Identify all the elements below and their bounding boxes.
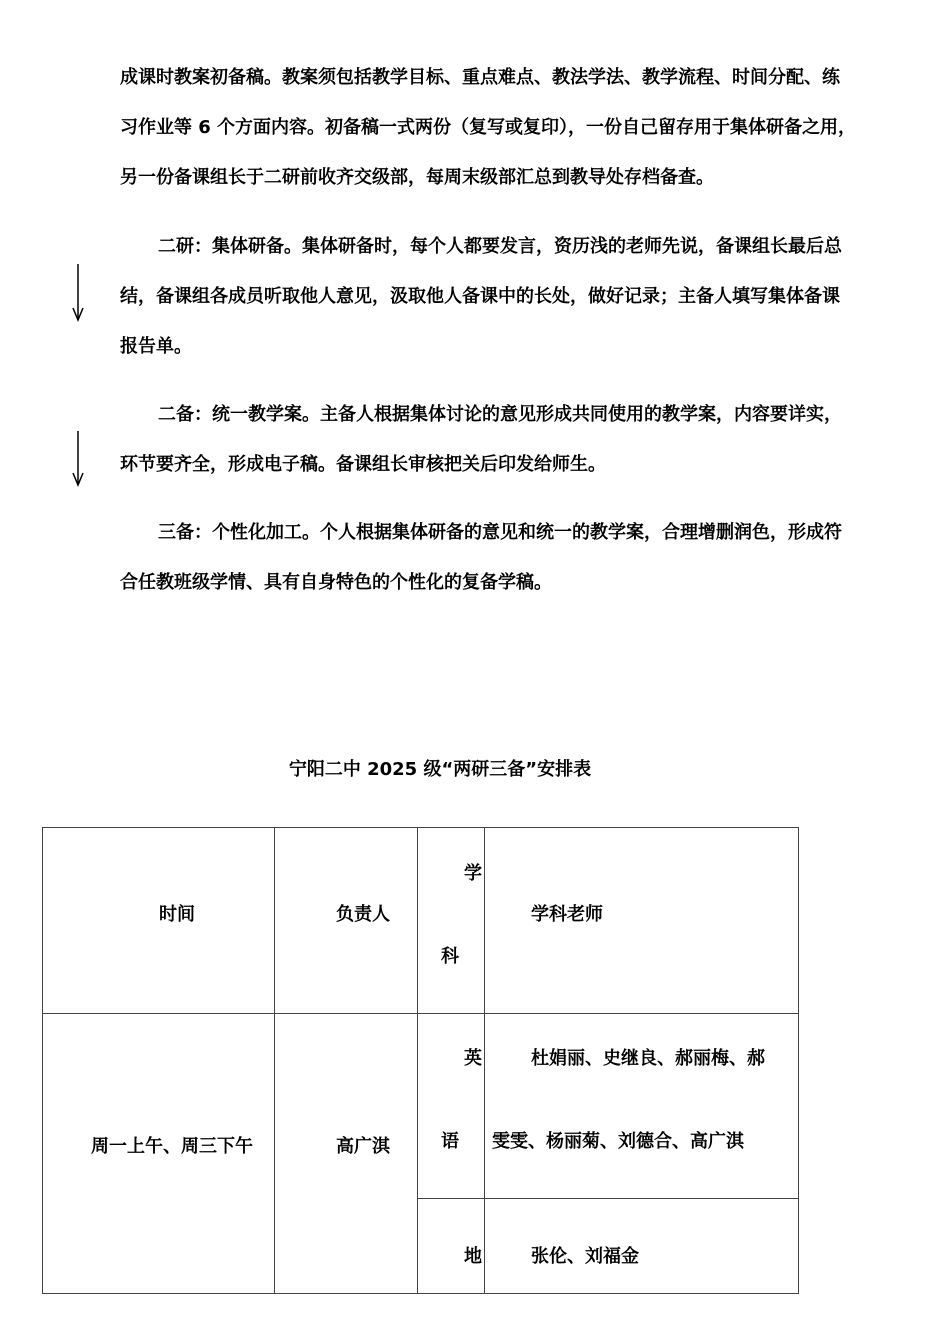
paragraph-2-line-3: 报告单。 — [120, 336, 192, 357]
schedule-table — [42, 827, 799, 1294]
row-person: 高广淇 — [336, 1136, 390, 1157]
row-time: 周一上午、周三下午 — [91, 1136, 253, 1157]
paragraph-3-line-1: 二备：统一教学案。主备人根据集体讨论的意见形成共同使用的教学案，内容要详实， — [158, 404, 842, 425]
table-divider — [43, 1013, 798, 1014]
down-arrow-icon — [70, 264, 86, 324]
paragraph-1-line-2: 习作业等 6 个方面内容。初备稿一式两份（复写或复印），一份自己留存用于集体研备之用， — [120, 117, 857, 138]
header-teachers: 学科老师 — [531, 904, 603, 925]
english-teachers-line-1: 杜娟丽、史继良、郝丽梅、郝 — [531, 1048, 765, 1069]
paragraph-4-line-2: 合任教班级学情、具有自身特色的个性化的复备学稿。 — [120, 572, 552, 593]
paragraph-2-line-1: 二研：集体研备。集体研备时，每个人都要发言，资历浅的老师先说，备课组长最后总 — [158, 236, 842, 257]
english-subject-char-2: 语 — [441, 1131, 459, 1152]
paragraph-1-line-3: 另一份备课组长于二研前收齐交级部，每周末级部汇总到教导处存档备查。 — [120, 167, 714, 188]
table-divider — [417, 1198, 798, 1199]
geography-teachers-line-1: 张伦、刘福金 — [531, 1246, 639, 1267]
header-subject-char-1: 学 — [464, 863, 482, 884]
geography-subject-char-1: 地 — [464, 1246, 482, 1267]
table-divider — [274, 828, 275, 1293]
paragraph-3-line-2: 环节要齐全，形成电子稿。备课组长审核把关后印发给师生。 — [120, 454, 606, 475]
table-title: 宁阳二中 2025 级“两研三备”安排表 — [288, 759, 592, 780]
english-subject-char-1: 英 — [464, 1048, 482, 1069]
paragraph-4-line-1: 三备：个性化加工。个人根据集体研备的意见和统一的教学案，合理增删润色，形成符 — [158, 522, 842, 543]
paragraph-2-line-2: 结，备课组各成员听取他人意见，汲取他人备课中的长处，做好记录；主备人填写集体备课 — [120, 286, 840, 307]
table-divider — [484, 828, 485, 1293]
paragraph-1-line-1: 成课时教案初备稿。教案须包括教学目标、重点难点、教法学法、教学流程、时间分配、练 — [120, 67, 840, 88]
header-subject-char-2: 科 — [441, 946, 459, 967]
header-time: 时间 — [159, 904, 195, 925]
english-teachers-line-2: 雯雯、杨丽菊、刘德合、高广淇 — [492, 1131, 744, 1152]
table-divider — [417, 828, 418, 1293]
down-arrow-icon — [70, 431, 86, 489]
header-person: 负责人 — [336, 904, 390, 925]
